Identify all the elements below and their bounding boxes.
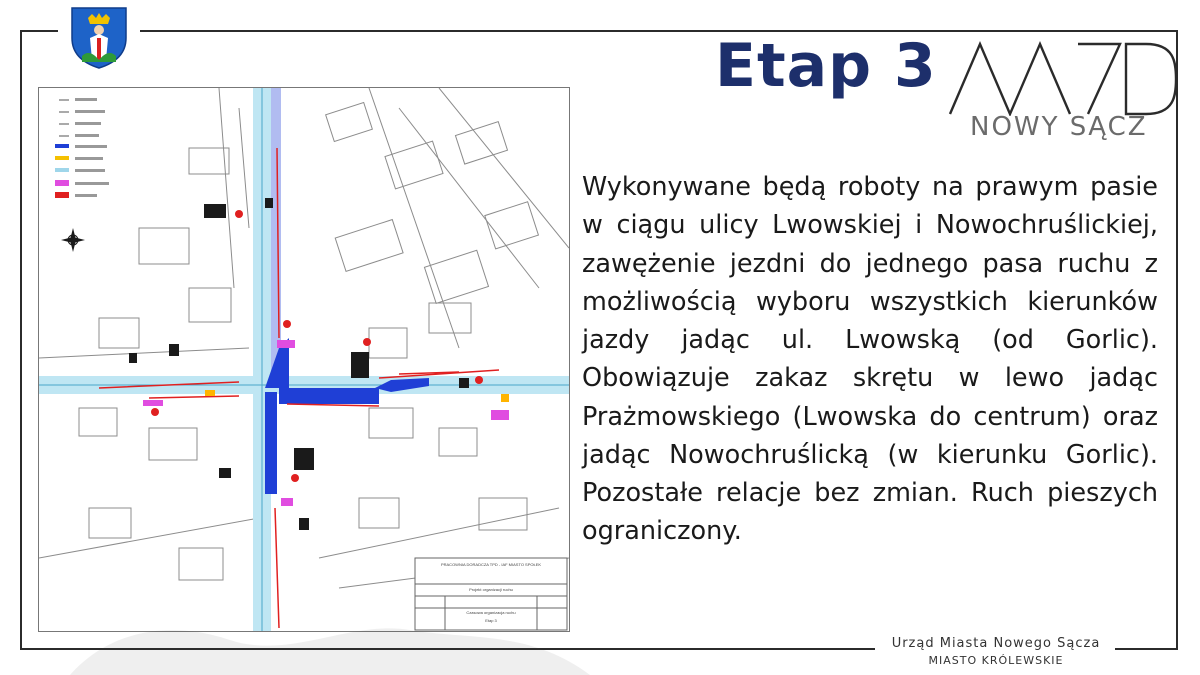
title-block-text-3: Czasowa organizacja ruchu xyxy=(466,610,516,615)
compass-icon xyxy=(61,228,85,252)
footer xyxy=(880,636,1112,667)
traffic-plan-drawing xyxy=(39,88,569,631)
frame-bottom-line-right xyxy=(1115,648,1178,650)
city-name: NOWY SĄCZ xyxy=(970,112,1148,142)
frame-top-line xyxy=(20,30,1177,32)
stage-description: Wykonywane będą roboty na prawym pasie w ciągu ulicy Lwowskiej i Nowochruślickiej, zawężenie jezdni do jednego pasa ruchu z możliwością wyboru wszystkich kierunków jazdy jadąc ul. Lwowską (od Gorlic). Obowiązuje zakaz skrętu w lewo jadąc Prażmowskiego (Lwowska do centrum) oraz jadąc Nowochruślicką (w kierunku Gorlic). Pozostałe relacje bez zmian. Ruch pieszych ograniczony. xyxy=(582,172,1158,547)
frame-left-line xyxy=(20,30,22,648)
frame-right-line xyxy=(1176,30,1178,648)
map-legend xyxy=(55,98,109,198)
title-block-text-1: PRACOWNIA DORADCZA TPD - IAF MIASTO SPOŁEK xyxy=(440,562,542,567)
title-block-text-2: Projekt organizacji ruchu xyxy=(469,587,513,592)
watermark-crest xyxy=(50,610,610,675)
mkd-logo xyxy=(948,40,1178,116)
footer-office: Urząd Miasta Nowego Sącza xyxy=(891,636,1101,651)
title-block-text-4: Etap 3 xyxy=(485,618,497,623)
coat-of-arms-icon xyxy=(68,4,130,70)
page-title: Etap 3 xyxy=(715,31,937,101)
footer-motto: MIASTO KRÓLEWSKIE xyxy=(928,654,1064,667)
traffic-plan-map xyxy=(38,87,570,632)
